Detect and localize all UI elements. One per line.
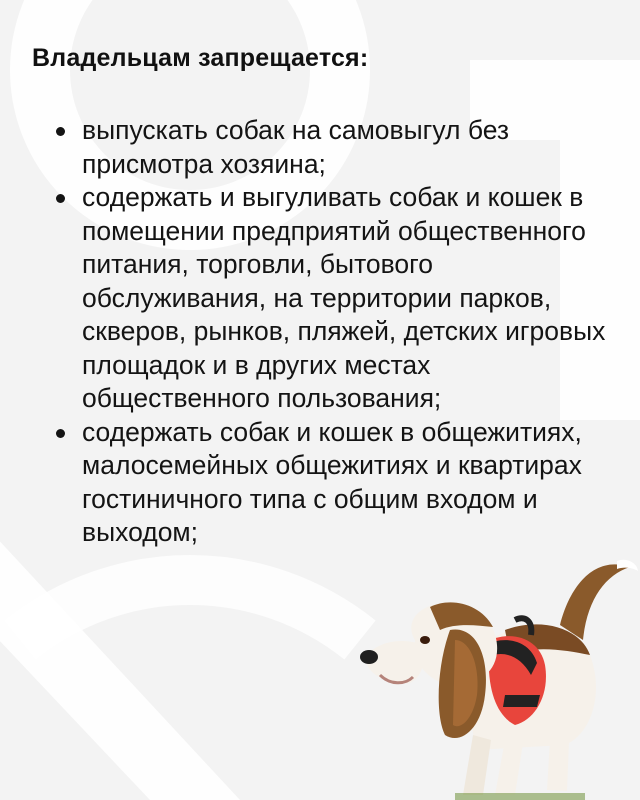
dog-image [355, 545, 640, 800]
bullet-icon [56, 194, 65, 203]
rule-text: содержать и выгуливать собак и кошек в помещении предприятий общественного питания, торговли, бытового обслуживания, на территории парков, скверов, рынков, пляжей, детских игровых площадок и в других местах общественного пользования; [82, 182, 606, 413]
rule-text: выпускать собак на самовыгул без присмотра хозяина; [82, 115, 510, 179]
list-item [52, 416, 612, 550]
rules-list [52, 114, 612, 550]
list-item [52, 114, 612, 181]
list-item [52, 181, 612, 416]
rule-text: содержать собак и кошек в общежитиях, малосемейных общежитиях и квартирах гостиничного типа с общим входом и выходом; [82, 416, 582, 547]
bullet-icon [56, 429, 65, 438]
page-title: Владельцам запрещается: [32, 44, 369, 72]
bullet-icon [56, 127, 65, 136]
